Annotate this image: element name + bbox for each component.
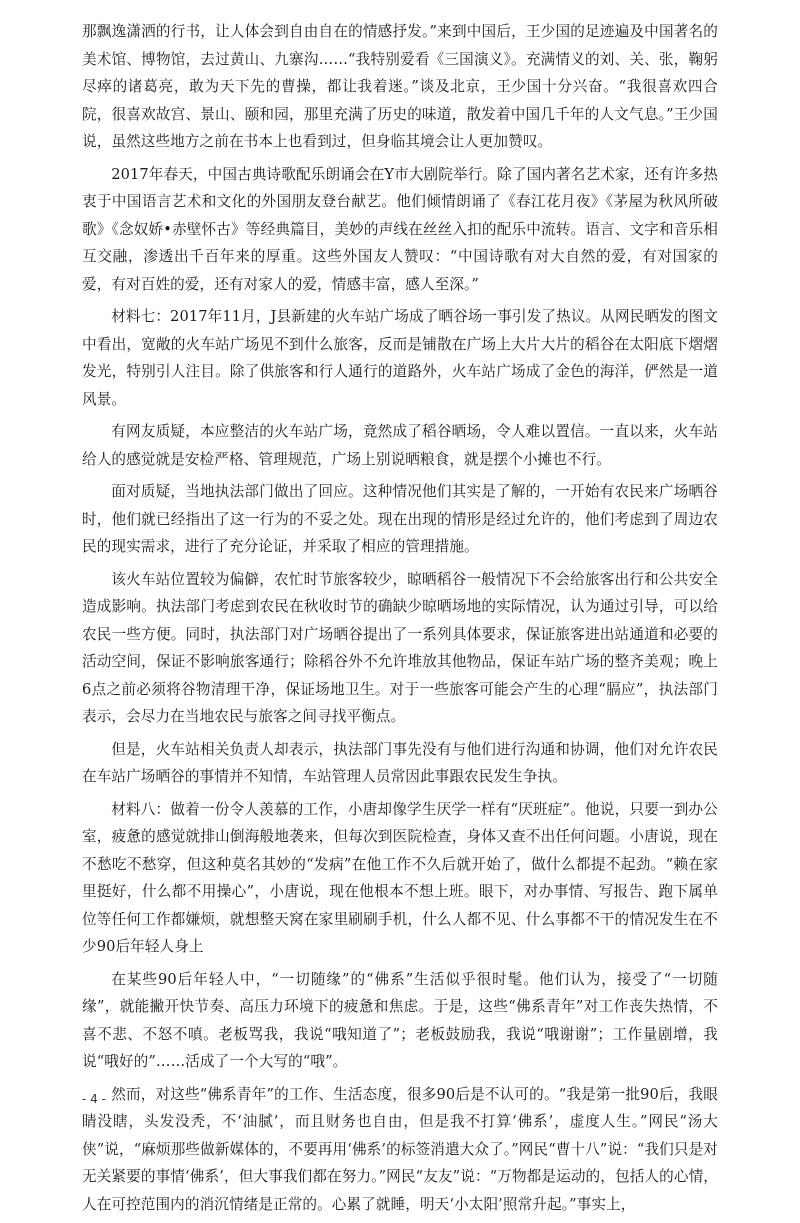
paragraph-netizen-opinions: 然而，对这些“佛系青年”的工作、生活态度，很多90后是不认可的。“我是第一批90后，我眼睛没瞎，头发没秃，不‘油腻’，而且财务也自由，但是我不打算‘佛系’，虚度人生。”网民“汤大侠”说，“麻烦那些做新媒体的，不要再用‘佛系’的标签消遣大众了。”网民“曹十八”说：“我们只是对无关紧要的事情‘佛系’，但大事我们都在努力。”网民“友友”说：“万物都是运动的，包括人的心情，人在可控范围内的消沉情绪是正常的。心累了就睡，明天‘小太阳’照常升起。”事实上， <box>82 1085 718 1213</box>
paragraph-station-location: 该火车站位置较为偏僻，农忙时节旅客较少，晾晒稻谷一般情况下不会给旅客出行和公共安全造成影响。执法部门考虑到农民在秋收时节的确缺少晾晒场地的实际情况，认为通过引导，可以给农民一些方便。同时，执法部门对广场晒谷提出了一系列具体要求，保证旅客进出站通道和必要的活动空间，保证不影响旅客通行；除稻谷外不允许堆放其他物品，保证车站广场的整齐美观；晚上6点之前必须将谷物清理干净，保证场地卫生。对于一些旅客可能会产生的心理“膈应”，执法部门表示，会尽力在当地农民与旅客之间寻找平衡点。 <box>82 570 718 725</box>
paragraph-material-seven: 材料七：2017年11月，J县新建的火车站广场成了晒谷场一事引发了热议。从网民晒发的图文中看出，宽敞的火车站广场见不到什么旅客，反而是铺散在广场上大片大片的稻谷在太阳底下熠熠发光，特别引人注目。除了供旅客和行人通行的道路外，火车站广场成了金色的海洋，俨然是一道风景。 <box>82 308 718 408</box>
document-body <box>82 18 718 1223</box>
paragraph-material-eight: 材料八：做着一份令人羡慕的工作，小唐却像学生厌学一样有“厌班症”。他说，只要一到办公室，疲惫的感觉就排山倒海般地袭来，但每次到医院检查，身体又查不出任何问题。小唐说，现在不愁吃不愁穿，但这种莫名其妙的“发病”在他工作不久后就开始了，做什么都提不起劲。“赖在家里挺好，什么都不用操心”，小唐说，现在他根本不想上班。眼下，对办事情、写报告、跑下属单位等任何工作都嫌烦，就想整天窝在家里刷刷手机，什么人都不见、什么事都不干的情况发生在不少90后年轻人身上 <box>82 800 718 955</box>
paragraph-station-manager: 但是，火车站相关负责人却表示，执法部门事先没有与他们进行沟通和协调，他们对允许农民在车站广场晒谷的事情并不知情，车站管理人员常因此事跟农民发生争执。 <box>82 740 718 785</box>
paragraph-continued-wang-shaoguo: 那飘逸潇洒的行书，让人体会到自由自在的情感抒发。”来到中国后，王少国的足迹遍及中国著名的美术馆、博物馆，去过黄山、九寨沟……“我特别爱看《三国演义》。充满情义的刘、关、张，鞠躬尽瘁的诸葛亮，敢为天下先的曹操，都让我着迷。”谈及北京，王少国十分兴奋。“我很喜欢四合院，很喜欢故宫、景山、颐和园，那里充满了历史的味道，散发着中国几千年的人文气息。”王少国说，虽然这些地方之前在书本上也看到过，但身临其境会让人更加赞叹。 <box>82 23 718 150</box>
paragraph-law-enforcement-response: 面对质疑，当地执法部门做出了回应。这种情况他们其实是了解的，一开始有农民来广场晒谷时，他们就已经指出了这一行为的不妥之处。现在出现的情形是经过允许的，他们考虑到了周边农民的现实需求，进行了充分论证，并采取了相应的管理措施。 <box>82 483 718 555</box>
paragraph-buddhist-youth: 在某些90后年轻人中，“一切随缘”的“佛系”生活似乎很时髦。他们认为，接受了“一切随缘”，就能撇开快节奏、高压力环境下的疲惫和焦虑。于是，这些“佛系青年”对工作丧失热情，不喜不悲、不怒不嗔。老板骂我，我说“哦知道了”；老板鼓励我，我说“哦谢谢”；工作量剧增，我说“哦好的”……活成了一个大写的“哦”。 <box>82 970 718 1070</box>
page-number: - 4 - <box>82 1092 106 1106</box>
paragraph-poetry-recital: 2017年春天，中国古典诗歌配乐朗诵会在Y市大剧院举行。除了国内著名艺术家，还有许多热衷于中国语言艺术和文化的外国朋友登台献艺。他们倾情朗诵了《春江花月夜》《茅屋为秋风所破歌》《念奴娇•赤壁怀古》等经典篇目，美妙的声线在丝丝入扣的配乐中流转。语言、文字和音乐相互交融，渗透出千百年来的厚重。这些外国友人赞叹：“中国诗歌有对大自然的爱，有对国家的爱，有对百姓的爱，还有对家人的爱，情感丰富，感人至深。” <box>82 165 718 293</box>
paragraph-netizen-doubt: 有网友质疑，本应整洁的火车站广场，竟然成了稻谷晒场，令人难以置信。一直以来，火车站给人的感觉就是安检严格、管理规范，广场上别说晒粮食，就是摆个小摊也不行。 <box>82 423 718 468</box>
